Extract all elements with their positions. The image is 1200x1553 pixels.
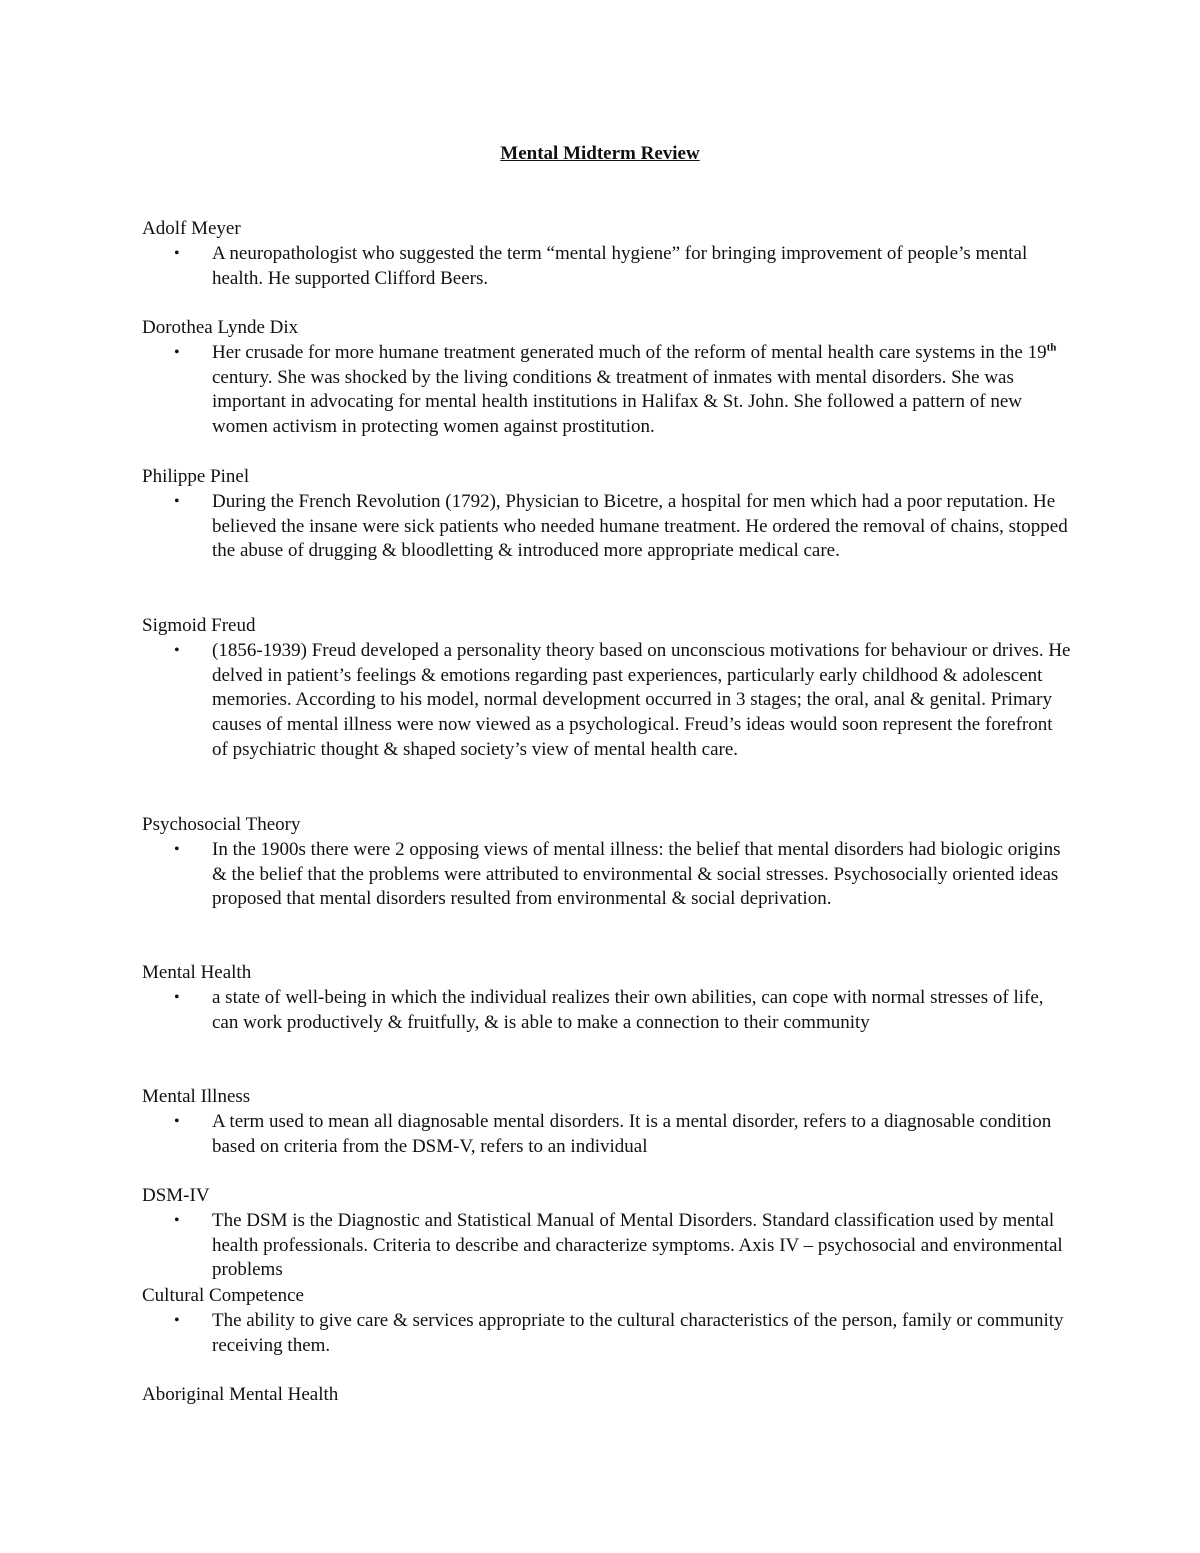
bullet-icon: • [174, 988, 180, 1006]
bullet-text: A term used to mean all diagnosable mental disorders. It is a mental disorder, refers to a diagnosable condition based on criteria from the DSM-V, refers to an individual [212, 1110, 1052, 1157]
bullet-icon: • [174, 492, 180, 510]
list-item [142, 1209, 1072, 1283]
page-title: Mental Midterm Review [500, 143, 700, 164]
bullet-text: In the 1900s there were 2 opposing views of mental illness: the belief that mental disorders had biologic origins & the belief that the problems were attributed to environmental & social stresses. Psychosocially oriented ideas proposed that mental disorders resulted from environmental & social deprivation. [212, 838, 1061, 910]
bullet-text: A neuropathologist who suggested the term “mental hygiene” for bringing improvement of people’s mental health. He supported Clifford Beers. [212, 242, 1028, 289]
section-dsm-iv [142, 1184, 1072, 1283]
bullet-text: The DSM is the Diagnostic and Statistical Manual of Mental Disorders. Standard classification used by mental health professionals. Criteria to describe and characterize symptoms. Axis IV – psychosocial and environmental problems [212, 1209, 1063, 1281]
section-philippe-pinel [142, 465, 1072, 564]
list-item [142, 986, 1072, 1036]
bullet-text: The ability to give care & services appropriate to the cultural characteristics of the person, family or community receiving them. [212, 1309, 1064, 1356]
list-item [142, 1309, 1072, 1359]
bullet-icon: • [174, 1311, 180, 1329]
section-heading: Mental Illness [142, 1086, 251, 1107]
list-item [142, 838, 1072, 912]
section-heading: Dorothea Lynde Dix [142, 317, 299, 338]
bullet-text [212, 341, 1072, 440]
section-psychosocial-theory [142, 813, 1072, 912]
bullet-icon: • [174, 1211, 180, 1229]
bullet-text: (1856-1939) Freud developed a personality theory based on unconscious motivations for behaviour or drives. He delved in patient’s feelings & emotions regarding past experiences, particularly early childhood & adolescent memories. According to his model, normal development occurred in 3 stages; the oral, anal & genital. Primary causes of mental illness were now viewed as a psychological. Freud’s ideas would soon represent the forefront of psychiatric thought & shaped society’s view of mental health care. [212, 639, 1071, 760]
section-heading: Philippe Pinel [142, 466, 250, 487]
section-heading: Psychosocial Theory [142, 814, 301, 835]
list-item [142, 242, 1072, 292]
section-mental-illness [142, 1085, 1072, 1159]
section-adolf-meyer [142, 217, 1072, 291]
bullet-icon: • [174, 840, 180, 858]
section-dorothea-dix [142, 316, 1072, 440]
list-item [142, 341, 1072, 440]
section-heading: Aboriginal Mental Health [142, 1384, 339, 1405]
list-item [142, 490, 1072, 564]
section-heading: Cultural Competence [142, 1285, 304, 1306]
section-sigmoid-freud [142, 614, 1072, 763]
section-mental-health [142, 961, 1072, 1035]
bullet-icon: • [174, 343, 180, 361]
superscript: th [1046, 341, 1057, 354]
section-heading: Mental Health [142, 962, 252, 983]
bullet-text-part: Her crusade for more humane treatment generated much of the reform of mental health care systems in the 19 [212, 341, 1047, 363]
bullet-text-part: century. She was shocked by the living conditions & treatment of inmates with mental disorders. She was important in advocating for mental health institutions in Halifax & St. John. She followed a pattern of new women activism in protecting women against prostitution. [212, 366, 1022, 438]
list-item [142, 1110, 1072, 1160]
section-heading: Sigmoid Freud [142, 615, 256, 636]
bullet-text: During the French Revolution (1792), Physician to Bicetre, a hospital for men which had a poor reputation. He believed the insane were sick patients who needed humane treatment. He ordered the removal of chains, stopped the abuse of drugging & bloodletting & introduced more appropriate medical care. [212, 490, 1068, 562]
section-cultural-competence [142, 1284, 1072, 1358]
bullet-icon: • [174, 641, 180, 659]
bullet-icon: • [174, 244, 180, 262]
section-heading: Adolf Meyer [142, 218, 241, 239]
bullet-icon: • [174, 1112, 180, 1130]
section-aboriginal-mental-health [142, 1383, 1072, 1408]
list-item [142, 639, 1072, 763]
bullet-text: a state of well-being in which the individual realizes their own abilities, can cope with normal stresses of life, can work productively & fruitfully, & is able to make a connection to their community [212, 986, 1044, 1033]
section-heading: DSM-IV [142, 1185, 210, 1206]
